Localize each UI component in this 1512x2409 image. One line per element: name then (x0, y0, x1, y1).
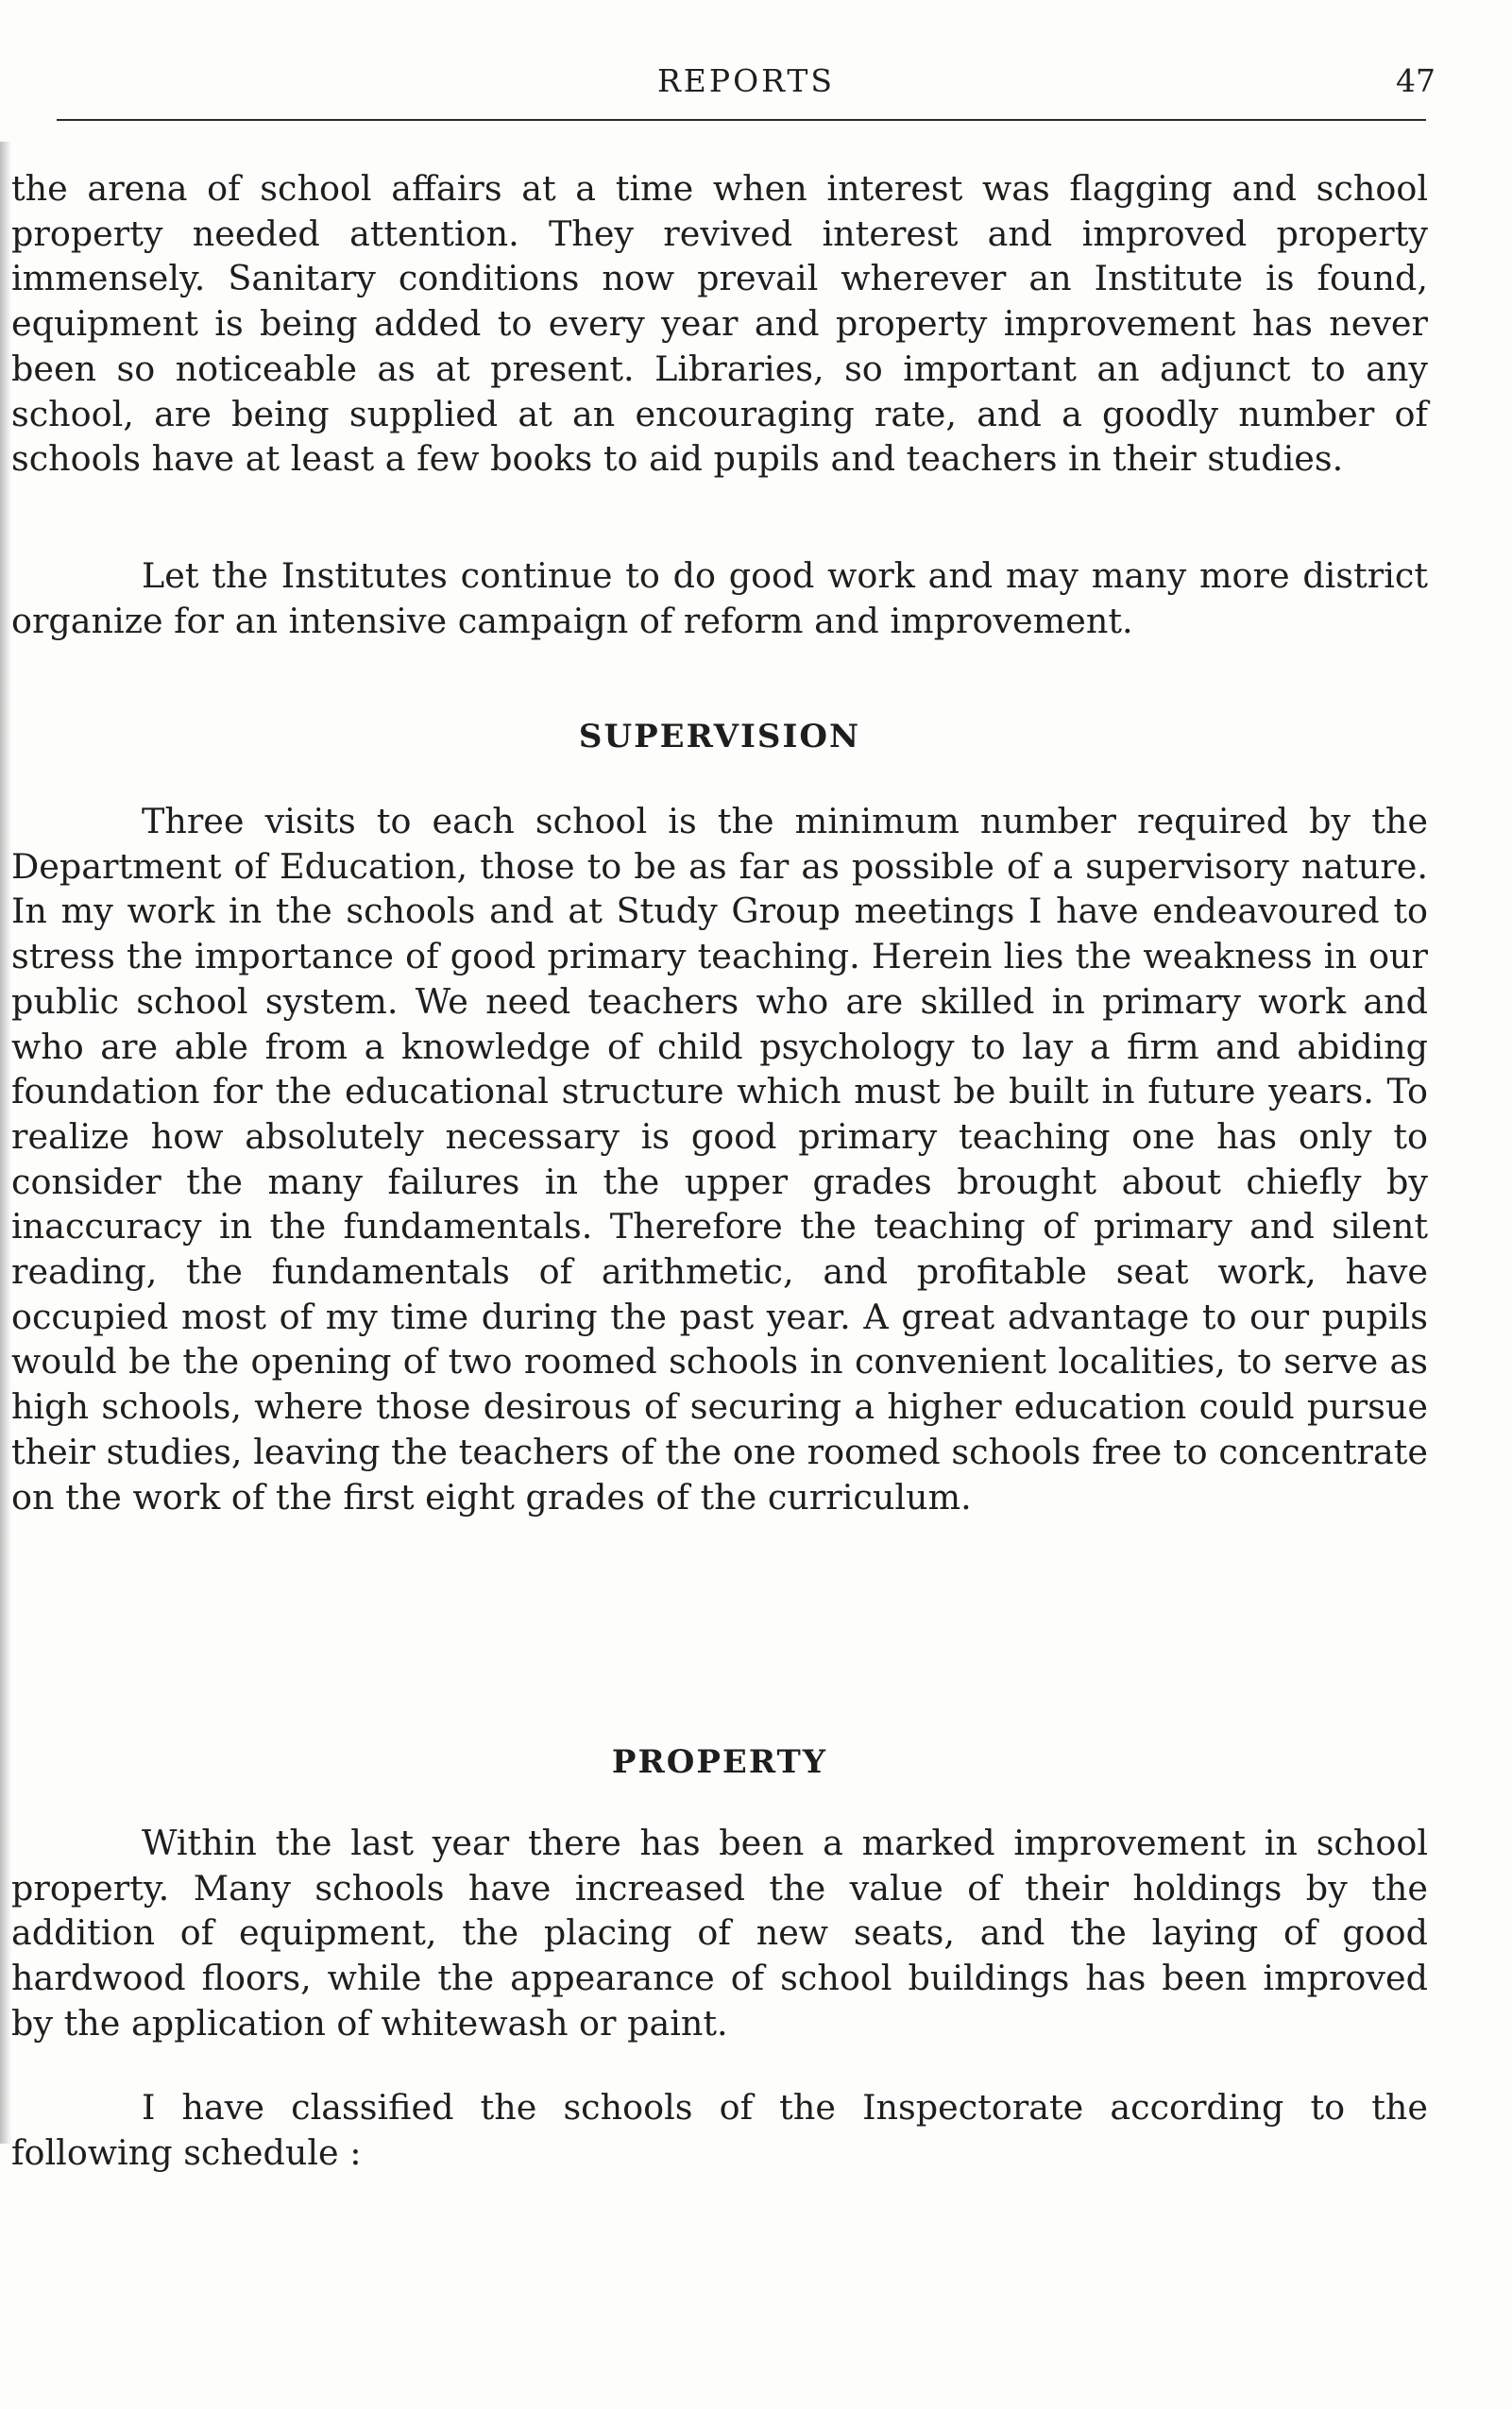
running-title: REPORTS (656, 62, 836, 99)
page-number: 47 (1396, 62, 1436, 99)
section-heading-property: PROPERTY (611, 1743, 828, 1781)
paragraph-property: Within the last year there has been a marked improvement in school property. Many schools have increased the value of their holdings by the addition of equipment, the placing of new seats, and the laying of good hardwood floors, while the appearance of school buildings has been improved by the application of whitewash or paint. (11, 1823, 1428, 2044)
page-binding-shadow (0, 142, 11, 2144)
paragraph-institutes-continued: the arena of school affairs at a time when interest was flagging and school property needed attention. They revived interest and improved property immensely. Sanitary conditions now prevail wherever an Institute is found, equipment is being added to every year and property improvement has never been so noticeable as at present. Libraries, so important an adjunct to any school, are being supplied at an encouraging rate, and a goodly number of schools have at least a few books to aid pupils and teachers in their studies. (11, 168, 1428, 480)
paragraph-institutes-closing: Let the Institutes continue to do good work and may many more district organize for an intensive campaign of reform and improvement. (11, 555, 1428, 641)
paragraph-classification-intro: I have classified the schools of the Inspectorate according to the following schedule : (11, 2087, 1428, 2173)
running-head (57, 62, 1436, 110)
section-heading-supervision: SUPERVISION (578, 718, 861, 755)
paragraph-supervision: Three visits to each school is the minimum number required by the Department of Education, those to be as far as possible of a supervisory nature. In my work in the schools and at Study Group meetings I have endeavoured to stress the importance of good primary teaching. Herein lies the weakness in our public school system. We need teachers who are skilled in primary work and who are able from a knowledge of child psychology to lay a firm and abiding foundation for the educational structure which must be built in future years. To realize how absolutely necessary is good primary teaching one has only to consider the many failures in the upper grades brought about chiefly by inaccuracy in the fundamentals. Therefore the teaching of primary and silent reading, the fundamentals of arithmetic, and profitable seat work, have occupied most of my time during the past year. A great advantage to our pupils would be the opening of two roomed schools in convenient localities, to serve as high schools, where those desirous of securing a higher education could pursue their studies, leaving the teachers of the one roomed schools free to concentrate on the work of the first eight grades of the curriculum. (11, 801, 1428, 1518)
header-rule (57, 119, 1426, 121)
